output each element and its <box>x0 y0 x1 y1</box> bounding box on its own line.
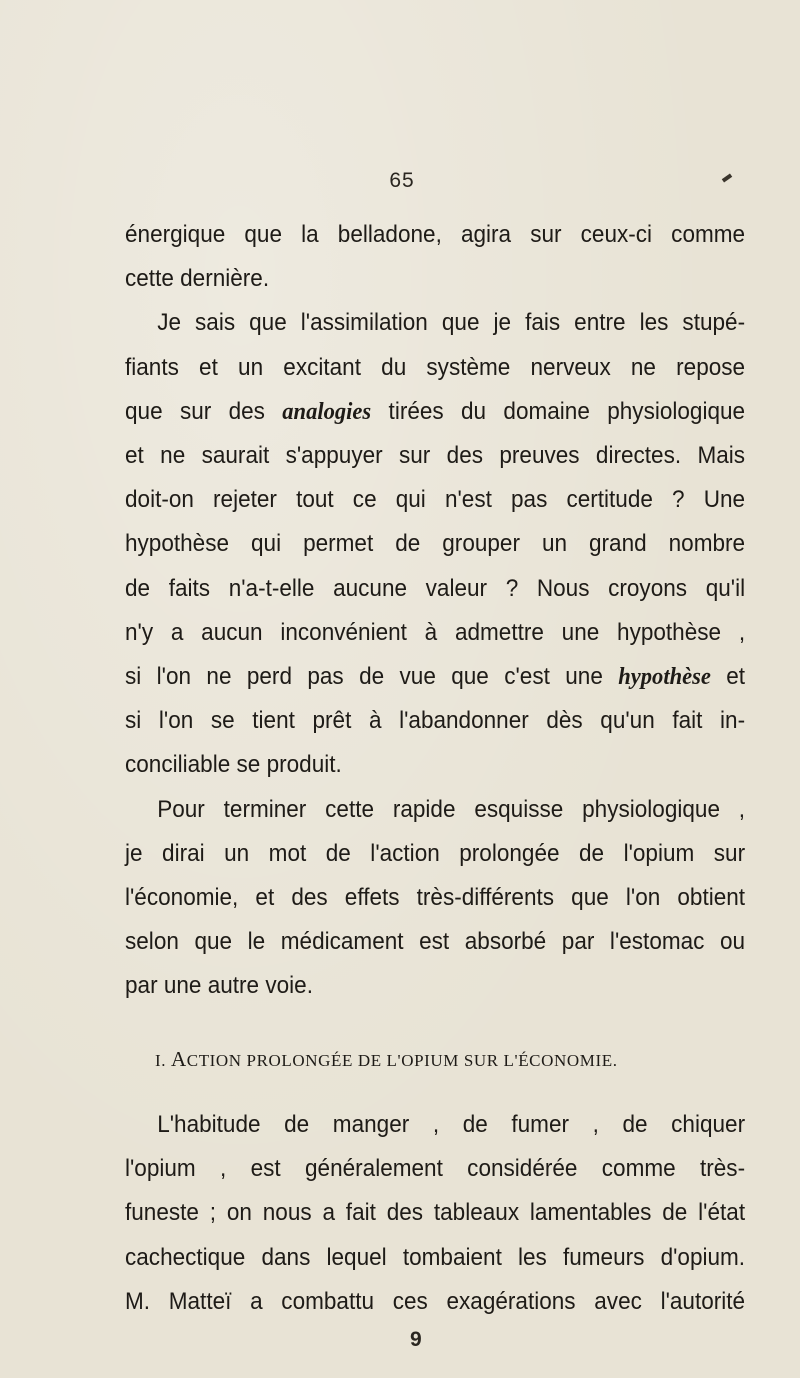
text-line: doit-on rejeter tout ce qui n'est pas certitude ? Une <box>125 486 746 514</box>
text-line: M. Matteï a combattu ces exagérations avec l'autorité <box>125 1287 746 1315</box>
text-span: et <box>710 663 746 691</box>
text-line: de faits n'a-t-elle aucune valeur ? Nous croyons qu'il <box>125 574 746 602</box>
text-line: l'économie, et des effets très-différents que l'on obtient <box>125 884 746 912</box>
ink-mark <box>722 173 732 182</box>
text-line: si l'on se tient prêt à l'abandonner dès qu'un fait in- <box>125 707 746 735</box>
text-line: funeste ; on nous a fait des tableaux lamentables de l'état <box>125 1199 746 1227</box>
text-span: si l'on ne perd pas de vue que c'est une <box>125 663 619 691</box>
text-line: n'y a aucun inconvénient à admettre une hypothèse , <box>125 618 746 646</box>
text-span: tirées du domaine physiologique <box>371 397 746 425</box>
heading-initial: A <box>170 1047 187 1071</box>
text-line: cette dernière. <box>125 265 270 293</box>
text-line: conciliable se produit. <box>125 751 342 779</box>
text-line: L'habitude de manger , de fumer , de chiquer <box>157 1111 746 1138</box>
text-line: fiants et un excitant du système nerveux ne repose <box>125 353 746 381</box>
text-line: Pour terminer cette rapide esquisse physiologique , <box>157 795 746 823</box>
text-line <box>125 655 745 699</box>
text-line: je dirai un mot de l'action prolongée de l'opium sur <box>125 839 746 867</box>
text-span: que sur des <box>125 397 283 425</box>
italic-word: analogies <box>282 397 372 425</box>
text-line: cachectique dans lequel tombaient les fumeurs d'opium. <box>125 1243 746 1271</box>
body-text-bottom <box>125 1103 746 1324</box>
page-number: 65 <box>389 169 415 192</box>
body-text-top <box>125 213 746 1009</box>
heading-numeral: I. <box>155 1051 167 1070</box>
text-line: hypothèse qui permet de grouper un grand nombre <box>125 530 746 558</box>
text-line <box>125 390 745 434</box>
text-line: selon que le médicament est absorbé par l'estomac ou <box>125 928 746 956</box>
section-heading <box>155 1047 795 1072</box>
text-line: Je sais que l'assimilation que je fais entre les stupé- <box>157 309 746 337</box>
text-line: l'opium , est généralement considérée comme très- <box>125 1155 746 1183</box>
heading-text: CTION PROLONGÉE DE L'OPIUM SUR L'ÉCONOMIE. <box>186 1051 618 1070</box>
italic-word: hypothèse <box>618 663 711 691</box>
text-line: énergique que la belladone, agira sur ceux-ci comme <box>125 221 746 248</box>
text-line: par une autre voie. <box>125 972 313 1000</box>
text-line: et ne saurait s'appuyer sur des preuves directes. Mais <box>125 442 746 470</box>
signature-mark: 9 <box>410 1328 422 1351</box>
